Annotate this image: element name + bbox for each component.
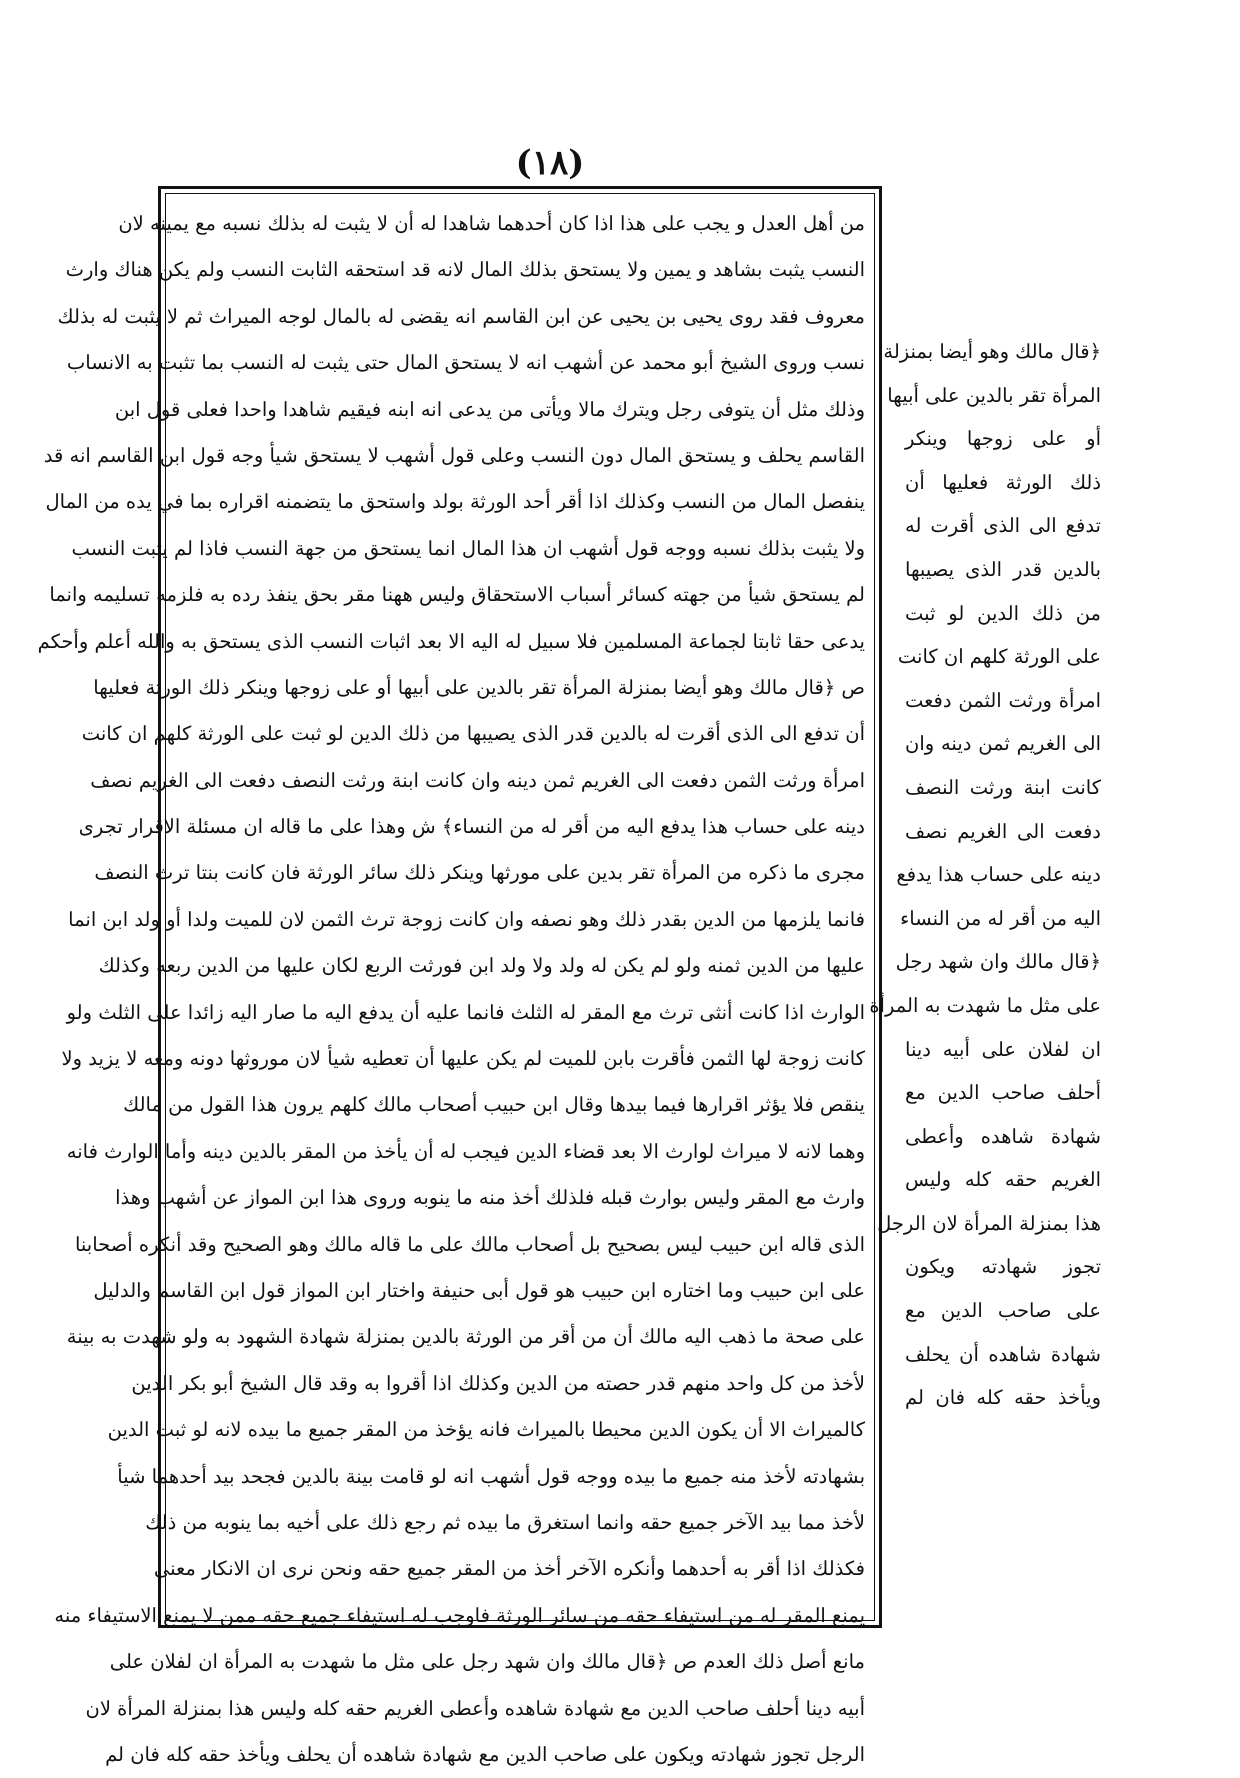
main-text-frame [37,186,882,1766]
margin-text-line: دفعت الى الغريم نصف [905,819,1101,843]
main-text-line: لأخذ مما بيد الآخر جميع حقه وانما استغرق ما بيده ثم رجع ذلك على أخيه بما ينوبه من ذلك [145,1510,865,1534]
margin-text-line: على صاحب الدين مع [905,1299,1101,1323]
margin-text-line: تدفع الى الذى أقرت له [905,514,1101,538]
main-text-line: على صحة ما ذهب اليه مالك أن من أقر من الورثة بالدين بمنزلة شهادة الشهود به ولو شهدت به بينة [66,1325,865,1349]
main-text-line: ينفصل المال من النسب وكذلك اذا أقر أحد الورثة بولد واستحق ما يتضمنه اقراره بما في يده من المال [45,490,865,514]
margin-text-line: ذلك الورثة فعليها أن [905,470,1101,494]
margin-text-line: دينه على حساب هذا يدفع [896,863,1101,887]
margin-text-line: المرأة تقر بالدين على أبيها [887,383,1101,407]
main-text-line: يدعى حقا ثابتا لجماعة المسلمين فلا سبيل له اليه الا بعد اثبات النسب الذى يستحق به والله أعلم وأحكم [37,629,865,653]
margin-text-line: الى الغريم ثمن دينه وان [905,732,1101,756]
main-text-line: أبيه دينا أحلف صاحب الدين مع شهادة شاهده وأعطى الغريم حقه كله وليس هذا بمنزلة المرأة لان [85,1696,865,1720]
main-text-line: القاسم يحلف و يستحق المال دون النسب وعلى قول أشهب لا يستحق شيأ وجه قول ابن القاسم انه قد [43,443,865,467]
margin-text-line: شهادة شاهده وأعطى [905,1124,1101,1148]
main-text-line: الذى قاله ابن حبيب ليس بصحيح بل أصحاب مالك على ما قاله مالك وهو الصحيح وقد أنكره أصحابنا [74,1232,865,1256]
main-text-line: لم يستحق شيأ من جهته كسائر أسباب الاستحقاق وليس ههنا مقر بحق ينفذ رده به فلزمه تسليمه وانما [49,583,865,607]
main-text-line: من أهل العدل و يجب على هذا اذا كان أحدهما شاهدا له أن لا يثبت له بذلك نسبه مع يمينه لان [118,212,865,235]
main-text-line: وارث مع المقر وليس بوارث قبله فلذلك أخذ منه ما ينوبه وروى هذا ابن المواز عن أشهب وهذا [115,1186,865,1210]
margin-text-line: امرأة ورثت الثمن دفعت [905,688,1101,712]
main-text-line: ص ﴿قال مالك وهو أيضا بمنزلة المرأة تقر بالدين على أبيها أو على زوجها وينكر ذلك الورثة فعليها [93,675,865,699]
main-text-line: النسب يثبت بشاهد و يمين ولا يستحق بذلك المال لانه قد استحقه الثابت النسب ولم يكن هناك وارث [65,258,865,282]
main-text-line: وهما لانه لا ميراث لوارث الا بعد قضاء الدين فيجب له أن يأخذ من المقر بالدين دينه وأما الوارث فانه [66,1139,865,1163]
margin-text-line: على الورثة كلهم ان كانت [897,645,1101,669]
main-text-line: كالميراث الا أن يكون الدين محيطا بالميراث فانه يؤخذ من المقر جميع ما بيده لانه لو ثبت الدين [107,1418,865,1442]
main-text-line: الرجل تجوز شهادته ويكون على صاحب الدين مع شهادة شاهده أن يحلف ويأخذ حقه كله فان لم [105,1742,865,1766]
margin-text-line: ان لفلان على أبيه دينا [905,1037,1101,1061]
page-number: (١٨) [515,143,585,183]
margin-text-line: الغريم حقه كله وليس [905,1168,1101,1192]
main-text-line: كانت زوجة لها الثمن فأقرت بابن للميت لم يكن عليها أن تعطيه شيأ لان موروثها دونه ومعه لا يزيد ولا [61,1047,865,1071]
main-text-line: بشهادته لأخذ منه جميع ما بيده ووجه قول أشهب انه لو قامت بينة بالدين فجحد بيد أحدهما شيأ [117,1464,865,1488]
margin-text-line: ﴿قال مالك وان شهد رجل [895,950,1101,974]
main-text-line: أن تدفع الى الذى أقرت له بالدين قدر الذى يصيبها من ذلك الدين لو ثبت على الورثة كلهم ان كانت [81,722,865,746]
margin-commentary [869,330,1101,1460]
main-text-line: ينقص فلا يؤثر اقرارها فيما بيدها وقال ابن حبيب أصحاب مالك كلهم يرون هذا القول من مالك [123,1093,865,1117]
margin-text-line: على مثل ما شهدت به المرأة [869,993,1101,1017]
main-text-line: وذلك مثل أن يتوفى رجل ويترك مالا ويأتى من يدعى انه ابنه فيقيم شاهدا واحدا فعلى قول ابن [114,397,865,421]
margin-text-line: هذا بمنزلة المرأة لان الرجل [877,1211,1101,1235]
main-text-line: يمنع المقر له من استيفاء حقه من سائر الورثة فاوجب له استيفاء جميع حقه ممن لا يمنع الاستيفاء منه [54,1603,865,1627]
main-text-block [37,201,865,1766]
margin-text-line: أو على زوجها وينكر [905,427,1101,451]
main-text-line: ولا يثبت بذلك نسبه ووجه قول أشهب ان هذا المال انما يستحق من جهة النسب فاذا لم يثبت النسب [71,536,865,560]
margin-text-line: أحلف صاحب الدين مع [905,1081,1101,1105]
margin-text-line: شهادة شاهده أن يحلف [905,1342,1101,1366]
main-text-line: فانما يلزمها من الدين بقدر ذلك وهو نصفه وان كانت زوجة ترث الثمن لان للميت ولدا أو ولد ابن انما [68,907,865,931]
main-text-line: مانع أصل ذلك العدم ص ﴿قال مالك وان شهد رجل على مثل ما شهدت به المرأة ان لفلان على [109,1650,865,1674]
main-text-line: امرأة ورثت الثمن دفعت الى الغريم ثمن دينه وان كانت ابنة ورثت النصف دفعت الى الغريم نصف [90,768,865,792]
main-text-line: لأخذ من كل واحد منهم قدر حصته من الدين وكذلك اذا أقروا به وقد قال الشيخ أبو بكر الدين [131,1371,865,1395]
margin-text-line: اليه من أقر له من النساء [900,906,1101,930]
main-text-line: معروف فقد روى يحيى بن يحيى عن ابن القاسم انه يقضى له بالمال لوجه الميراث ثم لا يثبت له بذلك [57,304,865,328]
margin-text-line: ﴿قال مالك وهو أيضا بمنزلة [883,340,1101,363]
main-text-line: على ابن حبيب وما اختاره ابن حبيب هو قول أبى حنيفة واختار ابن المواز قول ابن القاسم والدليل [93,1278,865,1302]
main-text-line: نسب وروى الشيخ أبو محمد عن أشهب انه لا يستحق المال حتى يثبت له النسب بما تثبت به الانساب [66,351,865,375]
margin-text-line: من ذلك الدين لو ثبت [905,601,1101,625]
main-text-line: الوارث اذا كانت أنثى ترث مع المقر له الثلث فانما عليه أن يدفع اليه ما صار اليه زائدا على الثلث ولو [66,1000,865,1024]
margin-text-line: تجوز شهادته ويكون [905,1255,1101,1279]
margin-text-line: كانت ابنة ورثت النصف [905,775,1101,799]
main-text-line: عليها من الدين ثمنه ولو لم يكن له ولد ولا ولد ابن فورثت الربع لكان عليها من الدين ربعه وكذلك [98,954,865,978]
margin-text-line: ويأخذ حقه كله فان لم [905,1386,1101,1410]
main-text-line: دينه على حساب هذا يدفع اليه من أقر له من النساء﴾ ش وهذا على ما قاله ان مسئلة الاقرار تجرى [78,815,865,839]
main-text-line: مجرى ما ذكره من المرأة تقر بدين على مورثها وينكر ذلك سائر الورثة فان كانت بنتا ترث النصف [94,861,865,885]
margin-text-line: بالدين قدر الذى يصيبها [905,557,1101,581]
main-text-line: فكذلك اذا أقر به أحدهما وأنكره الآخر أخذ من المقر جميع حقه ونحن نرى ان الانكار معنى [153,1557,865,1581]
